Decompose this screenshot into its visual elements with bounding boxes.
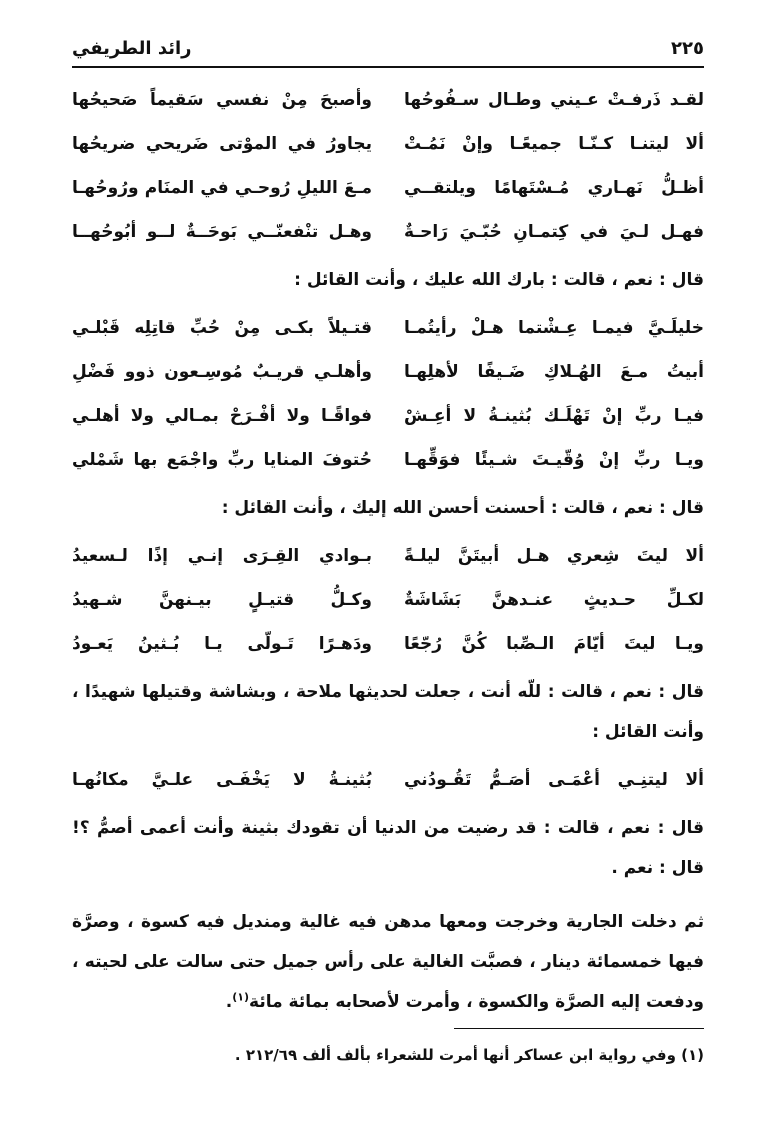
verse-line	[72, 78, 704, 122]
poem-stanza-4	[72, 758, 704, 802]
prose-paragraph-5	[72, 902, 704, 1022]
verse-line	[72, 758, 704, 802]
second-hemistich: قتـيلاً بكـى مِنْ حُبِّ قاتِلِه قَبْلـي	[72, 318, 372, 338]
verse-line	[72, 438, 704, 482]
second-hemistich: بُثينـةُ لا يَخْفَـى علـيَّ مكانُهـا	[72, 770, 372, 790]
verse-line	[72, 350, 704, 394]
first-hemistich: فيـا ربِّ إنْ تَهْلَـك بُثينـةُ لا أعِـشْ	[404, 406, 704, 426]
second-hemistich: فواقًـا ولا أفْـرَحْ بمـالي ولا أهلـي	[72, 406, 372, 426]
poem-stanza-1	[72, 78, 704, 254]
page-number: ٢٢٥	[671, 37, 704, 59]
first-hemistich: ألا ليتنِـي أعْمَـى أصَـمُّ تَقُـودُني	[404, 770, 704, 790]
first-hemistich: فهـل لـيَ في كِتمـانِ حُبّـيَ رَاحـةٌ	[404, 222, 704, 242]
second-hemistich: وهـل تنْفعنّــي بَوحَــةٌ لــو أبُوحُهــا	[72, 222, 372, 242]
footnote-divider	[454, 1028, 704, 1029]
first-hemistich: ألا ليتنـا كـنّـا جميعًـا وإنْ نَمُـتْ	[404, 134, 704, 154]
prose-paragraph-2: قال : نعم ، قالت : أحسنت أحسن الله إليك ، وأنت القائل :	[221, 498, 704, 518]
poem-stanza-2	[72, 306, 704, 482]
second-hemistich: وكـلُّ قتيـلٍ بيـنهنَّ شـهيدُ	[72, 590, 372, 610]
first-hemistich: ألا ليتَ شِعري هـل أبيتَنَّ ليلـةً	[404, 546, 704, 566]
verse-line	[72, 306, 704, 350]
verse-line	[72, 578, 704, 622]
second-hemistich: حُتوفَ المنايا ربِّ واجْمَع بها شَمْلي	[72, 450, 372, 470]
second-hemistich: وأصبحَ مِنْ نفسي سَقيماً صَحيحُها	[72, 90, 372, 110]
second-hemistich: مـعَ الليلِ رُوحـي في المنَام ورُوحُهـا	[72, 178, 372, 198]
verse-line	[72, 534, 704, 578]
page-header	[72, 30, 704, 68]
first-hemistich: أظـلُّ نَهـاري مُـسْتَهامًا ويلتقــي	[404, 178, 704, 198]
verse-line	[72, 122, 704, 166]
prose-paragraph-1: قال : نعم ، قالت : بارك الله عليك ، وأنت القائل :	[294, 270, 704, 290]
verse-line	[72, 210, 704, 254]
second-hemistich: ودَهـرًا تَـولّى يـا بُـثينُ يَعـودُ	[72, 634, 372, 654]
first-hemistich: لقـد ذَرفـتْ عـيني وطـال سـفُوحُها	[404, 90, 704, 110]
poem-stanza-3	[72, 534, 704, 666]
narrative-text: ثم دخلت الجارية وخرجت ومعها مدهن فيه غالية ومنديل فيه كسوة ، وصرَّة فيها خمسمائة دينار ، فصبَّت الغالية على رأس جميل حتى سالت على لحيته ، ودفعت إليه الصرَّة والكسوة ، وأمرت لأصحابه بمائة مائة	[72, 912, 704, 1012]
running-title: رائد الطريفي	[72, 37, 192, 59]
verse-line	[72, 166, 704, 210]
first-hemistich: أبيتُ مـعَ الهُـلاكِ ضَـيفًا لأهلِهـا	[404, 362, 704, 382]
first-hemistich: ويـا ليتَ أيّامَ الـصِّبا كُنَّ رُجّعًا	[404, 634, 704, 654]
verse-line	[72, 622, 704, 666]
verse-line	[72, 394, 704, 438]
page-body	[72, 78, 704, 1028]
second-hemistich: يجاورُ في الموْتى ضَريحي ضريحُها	[72, 134, 372, 154]
prose-paragraph-4: قال : نعم ، قالت : قد رضيت من الدنيا أن تقودك بثينة وأنت أعمى أصمُّ ؟! قال : نعم .	[72, 818, 704, 878]
second-hemistich: وأهلـي قريـبٌ مُوسِـعون ذوو فَضْلِ	[72, 362, 372, 382]
prose-paragraph-3: قال : نعم ، قالت : للّه أنت ، جعلت لحديثها ملاحة ، وبشاشة وقتيلها شهيدًا ، وأنت القائل :	[72, 682, 704, 742]
first-hemistich: لكـلِّ حـديثٍ عنـدهنَّ بَشَاشَةٌ	[404, 590, 704, 610]
footnote: (١) وفي رواية ابن عساكر أنها أمرت للشعراء بألف ألف ٢١٢/٦٩ .	[234, 1046, 704, 1064]
second-hemistich: بـوادي القِـرَى إنـي إذًا لـسعيدُ	[72, 546, 372, 566]
first-hemistich: ويـا ربِّ إنْ وُقّيـتَ شـيئًا فوَقِّهـا	[404, 450, 704, 470]
book-page	[72, 30, 704, 1100]
closing-period: .	[225, 992, 233, 1012]
first-hemistich: خليلَـيَّ فيمـا عِـشْتما هـلْ رأيتُمـا	[404, 318, 704, 338]
footnote-marker: (١)	[232, 990, 250, 1004]
